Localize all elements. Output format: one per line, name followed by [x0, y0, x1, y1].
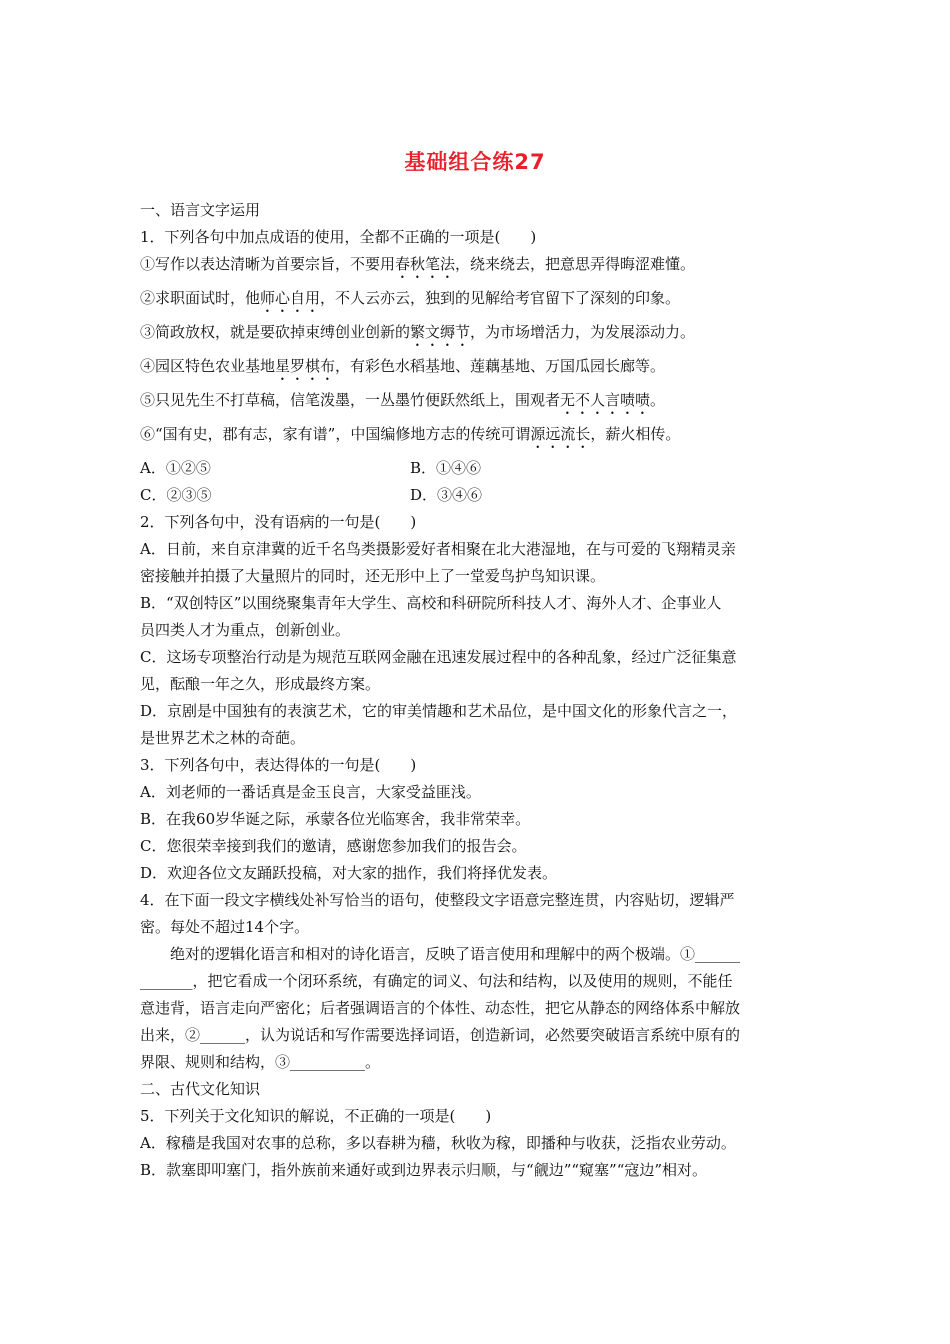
sentence-text: ①写作以表达清晰为首要宗旨，不要用: [140, 255, 396, 273]
question-4-passage-line: 绝对的逻辑化语言和相对的诗化语言，反映了语言使用和理解中的两个极端。①______: [170, 945, 741, 963]
sentence-text: ③简政放权，就是要砍掉束缚创业创新的: [140, 323, 411, 341]
sentence-text: ⑤只见先生不打草稿，信笔泼墨，一丛墨竹便跃然纸上，围观者: [140, 391, 561, 409]
dotted-idiom: 无不人言啧啧: [560, 391, 651, 409]
dotted-idiom: 源远流长: [530, 425, 591, 443]
option-a: A．①②⑤: [140, 459, 211, 477]
option-c: C．②③⑤: [140, 486, 212, 504]
question-5-option-b: B．款塞即叩塞门，指外族前来通好或到边界表示归顺，与“觎边”“窥塞”“寇边”相对。: [140, 1161, 708, 1179]
sentence-text: ④园区特色农业基地: [140, 357, 276, 375]
question-1-sentence-1: [140, 253, 820, 276]
question-1-sentence-2: [140, 287, 820, 310]
question-2-option-d: D．京剧是中国独有的表演艺术，它的审美情趣和艺术品位，是中国文化的形象代言之一，: [140, 702, 738, 720]
question-2-option-a: A．日前，来自京津冀的近千名鸟类摄影爱好者相聚在北大港湿地，在与可爱的飞翔精灵亲: [140, 540, 736, 558]
question-4-passage-line: 界限、规则和结构，③__________。: [140, 1053, 381, 1071]
question-1-sentence-4: [140, 355, 820, 378]
question-2-option-d-cont: 是世界艺术之林的奇葩。: [140, 729, 306, 747]
sentence-text: ，为市场增活力，为发展添动力。: [470, 323, 696, 341]
question-3-option-c: C．您很荣幸接到我们的邀请，感谢您参加我们的报告会。: [140, 837, 527, 855]
dotted-idiom: 繁文缛节: [410, 323, 471, 341]
question-2-option-b-cont: 员四类人才为重点，创新创业。: [140, 621, 351, 639]
option-b: B．①④⑥: [410, 459, 482, 477]
question-2-option-b: B．“双创特区”以围绕聚集青年大学生、高校和科研院所科技人才、海外人才、企事业人: [140, 594, 722, 612]
sentence-text: ，有彩色水稻基地、莲藕基地、万国瓜园长廊等。: [335, 357, 666, 375]
question-4-stem: 4．在下面一段文字横线处补写恰当的语句，使整段文字语意完整连贯，内容贴切，逻辑严: [140, 891, 735, 909]
question-2-stem: 2．下列各句中，没有语病的一句是( ): [140, 513, 417, 531]
dotted-idiom: 师心自用: [260, 289, 321, 307]
sentence-text: ，薪火相传。: [590, 425, 681, 443]
question-1-stem: 1．下列各句中加点成语的使用，全都不正确的一项是( ): [140, 228, 537, 246]
option-d: D．③④⑥: [410, 486, 483, 504]
question-1-options-row-1: [140, 457, 820, 480]
question-3-option-b: B．在我60岁华诞之际，承蒙各位光临寒舍，我非常荣幸。: [140, 810, 531, 828]
question-5-stem: 5．下列关于文化知识的解说，不正确的一项是( ): [140, 1107, 492, 1125]
question-5-option-a: A．稼穑是我国对农事的总称，多以春耕为穑，秋收为稼，即播种与收获，泛指农业劳动。: [140, 1134, 736, 1152]
sentence-text: ，绕来绕去，把意思弄得晦涩难懂。: [455, 255, 696, 273]
question-4-passage-line: 出来，②______，认为说话和写作需要选择词语，创造新词，必然要突破语言系统中原有的: [140, 1026, 741, 1044]
question-4-stem-cont: 密。每处不超过14个字。: [140, 918, 310, 936]
question-2-option-a-cont: 密接触并拍摄了大量照片的同时，还无形中上了一堂爱鸟护鸟知识课。: [140, 567, 606, 585]
question-4-passage-line: 意违背，语言走向严密化；后者强调语言的个体性、动态性，把它从静态的网络体系中解放: [140, 999, 741, 1017]
document-body: [140, 199, 820, 1182]
question-2-option-c-cont: 见，酝酿一年之久，形成最终方案。: [140, 675, 381, 693]
dotted-idiom: 春秋笔法: [395, 255, 456, 273]
question-3-stem: 3．下列各句中，表达得体的一句是( ): [140, 756, 417, 774]
question-1-sentence-3: [140, 321, 820, 344]
question-3-option-d: D．欢迎各位文友踊跃投稿，对大家的拙作，我们将择优发表。: [140, 864, 558, 882]
sentence-text: ，不人云亦云，独到的见解给考官留下了深刻的印象。: [320, 289, 681, 307]
page-title: 基础组合练27: [404, 150, 546, 174]
section-heading: 二、古代文化知识: [140, 1080, 261, 1098]
question-4-passage-line: _______，把它看成一个闭环系统，有确定的词义、句法和结构，以及使用的规则，不能任: [140, 972, 733, 990]
question-2-option-c: C．这场专项整治行动是为规范互联网金融在迅速发展过程中的各种乱象，经过广泛征集意: [140, 648, 737, 666]
question-3-option-a: A．刘老师的一番话真是金玉良言，大家受益匪浅。: [140, 783, 481, 801]
question-1-sentence-6: [140, 423, 820, 446]
sentence-text: ②求职面试时，他: [140, 289, 261, 307]
section-heading: 一、语言文字运用: [140, 201, 261, 219]
sentence-text: ⑥“国有史，郡有志，家有谱”，中国编修地方志的传统可谓: [140, 425, 531, 443]
dotted-idiom: 星罗棋布: [275, 357, 336, 375]
sentence-text: 。: [650, 391, 666, 409]
question-1-sentence-5: [140, 389, 820, 412]
question-1-options-row-2: [140, 484, 820, 507]
